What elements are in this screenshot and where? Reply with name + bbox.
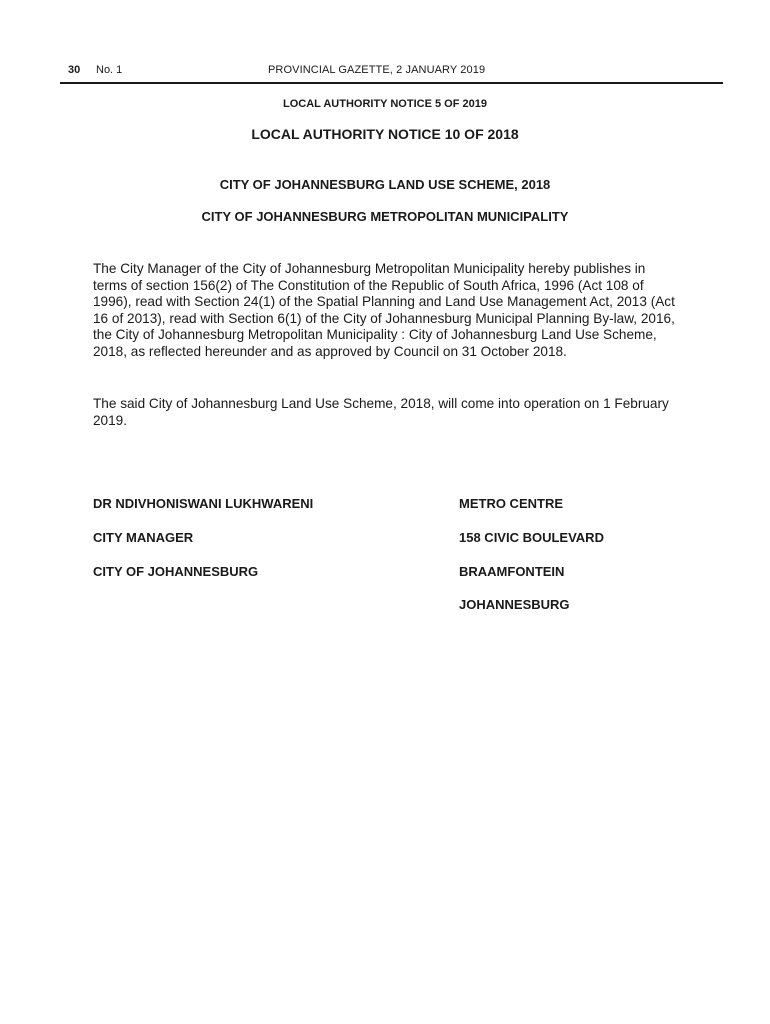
body-paragraph-publication: The City Manager of the City of Johannesburg Metropolitan Municipality hereby publishes in terms of section 156(2) of The Constitution of the Republic of South Africa, 1996 (Act 108 of 1996), read with Section 24(1) of the Spatial Planning and Land Use Management Act, 2013 (Act 16 of 2013), read with Section 6(1) of the City of Johannesburg Municipal Planning By-law, 2016, the City of Johannesburg Metropolitan Municipality : City of Johannesburg Land Use Scheme, 2018, as reflected hereunder and as approved by Council on 31 October 2018. [93,261,675,359]
notice-title: LOCAL AUTHORITY NOTICE 10 OF 2018 [251,126,519,142]
notice-number: LOCAL AUTHORITY NOTICE 5 OF 2019 [283,98,487,110]
gazette-title: PROVINCIAL GAZETTE, 2 JANUARY 2019 [268,64,486,76]
signatory-organisation: CITY OF JOHANNESBURG [93,564,259,579]
running-header [68,64,720,80]
address-line-2: 158 CIVIC BOULEVARD [459,530,604,545]
address-line-3: BRAAMFONTEIN [459,564,565,579]
issue-number: No. 1 [96,64,123,76]
scheme-title: CITY OF JOHANNESBURG LAND USE SCHEME, 2018 [219,177,551,192]
signatory-name: DR NDIVHONISWANI LUKHWARENI [93,496,314,511]
header-divider [60,82,723,84]
municipality-title: CITY OF JOHANNESBURG METROPOLITAN MUNICIPALITY [201,209,569,224]
address-line-4: JOHANNESBURG [459,597,570,612]
page-number: 30 [68,64,81,76]
body-paragraph-commencement: The said City of Johannesburg Land Use Scheme, 2018, will come into operation on 1 February 2019. [93,396,669,428]
address-line-1: METRO CENTRE [459,496,563,511]
signatory-position: CITY MANAGER [93,530,194,545]
